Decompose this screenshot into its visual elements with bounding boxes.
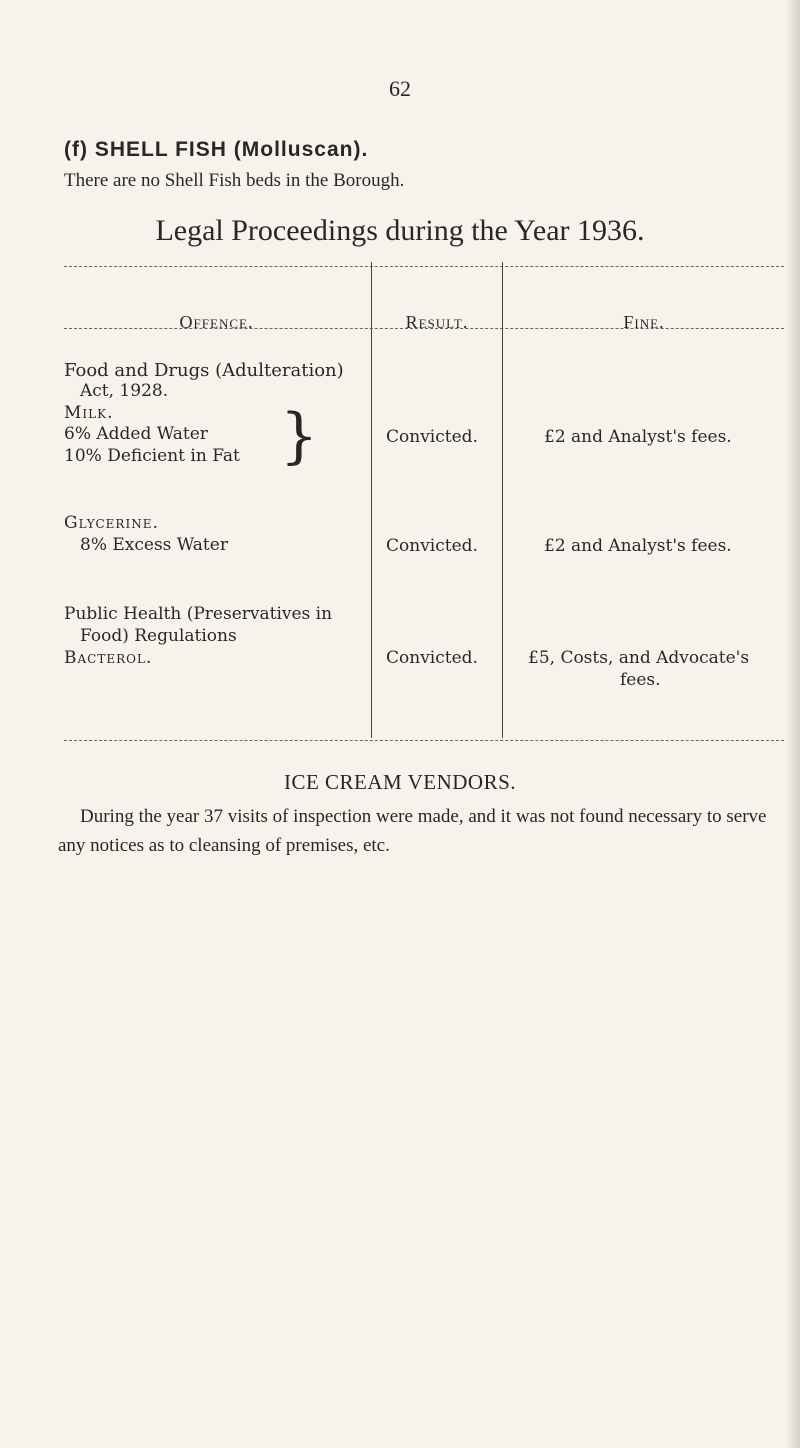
offence-line: Public Health (Preservatives in [64, 604, 333, 624]
fine-cell: fees. [620, 670, 661, 690]
offence-line: Bacterol. [64, 648, 153, 668]
offence-line: Glycerine. [64, 513, 159, 533]
offence-sub-item: 6% Added Water [64, 424, 208, 444]
column-header-fine: Fine. [623, 312, 665, 332]
offence-line: Milk. [64, 403, 114, 423]
page-number: 62 [389, 76, 411, 101]
fine-cell: £5, Costs, and Advocate's [528, 648, 750, 668]
fine-cell: £2 and Analyst's fees. [544, 536, 732, 556]
table-bottom-rule [64, 740, 784, 741]
offence-sub-item: 10% Deficient in Fat [64, 446, 240, 466]
table-top-rule [64, 266, 784, 267]
legal-proceedings-heading: Legal Proceedings during the Year 1936. [155, 214, 645, 247]
shellfish-text: There are no Shell Fish beds in the Borough. [64, 170, 405, 191]
offence-line: Food) Regulations [80, 626, 237, 646]
result-cell: Convicted. [386, 536, 478, 556]
offence-line: Act, 1928. [80, 381, 169, 401]
column-header-offence: Offence. [179, 312, 254, 332]
result-cell: Convicted. [386, 648, 478, 668]
offence-line: 8% Excess Water [80, 535, 228, 555]
fine-cell: £2 and Analyst's fees. [544, 427, 732, 447]
right-brace-icon: } [280, 401, 319, 471]
column-divider [371, 262, 372, 738]
offence-line: Food and Drugs (Adulteration) [64, 360, 344, 381]
column-header-result: Result. [405, 312, 469, 332]
ice-cream-heading: ICE CREAM VENDORS. [283, 770, 517, 794]
ice-cream-paragraph: During the year 37 visits of inspection were made, and it was not found necessary to serve any notices as to cleansing of premises, etc. [58, 806, 767, 856]
shellfish-heading: (f) SHELL FISH (Molluscan). [64, 138, 369, 161]
column-divider [502, 262, 503, 738]
result-cell: Convicted. [386, 427, 478, 447]
